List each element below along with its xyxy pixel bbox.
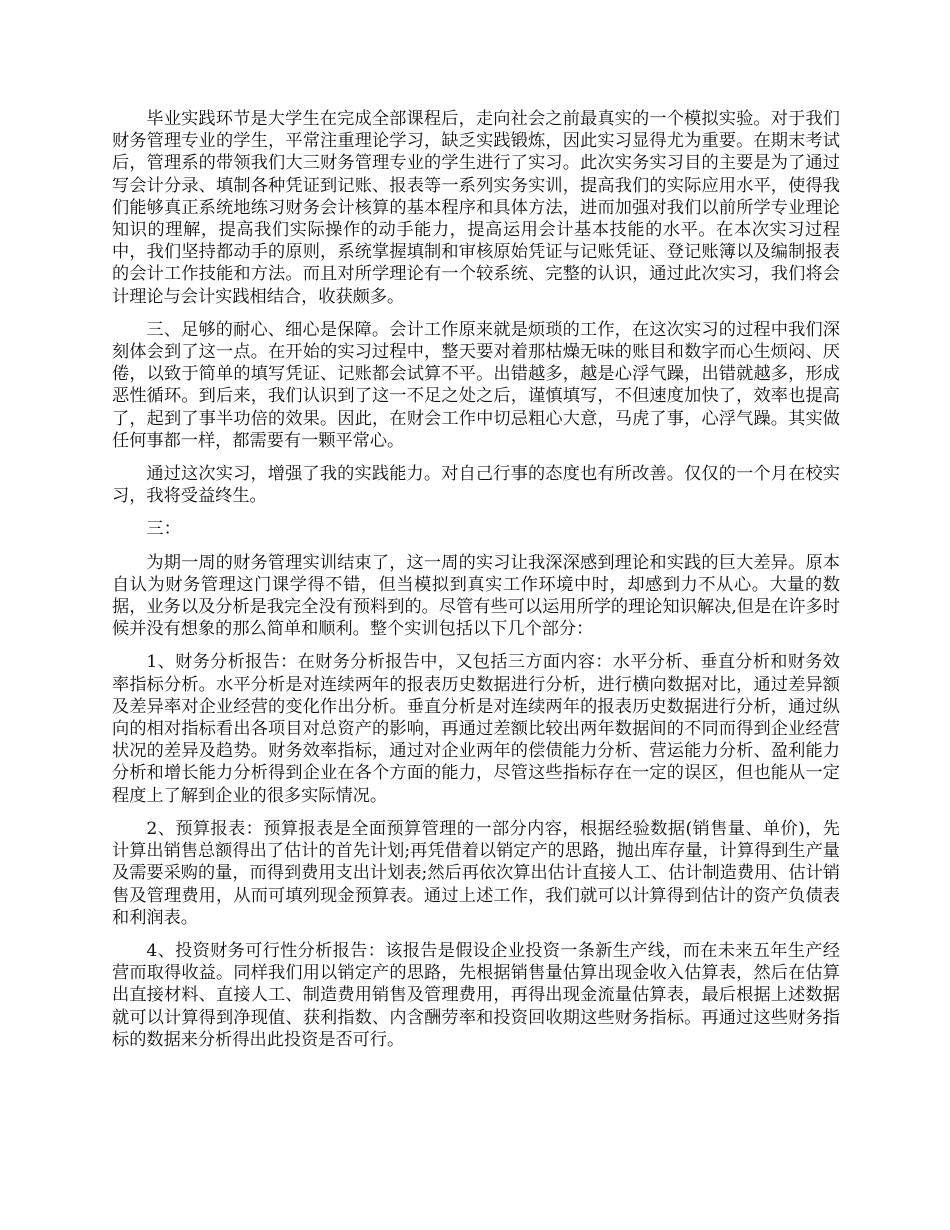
paragraph-training-overview: 为期一周的财务管理实训结束了，这一周的实习让我深深感到理论和实践的巨大差异。原本自认为财务管理这门课学得不错，但当模拟到真实工作环境中时，却感到力不从心。大量的数据，业务以及分析是我完全没有预料到的。尽管有些可以运用所学的理论知识解决,但是在许多时候并没有想象的那么简单和顺利。整个实训包括以下几个部分：: [112, 552, 840, 640]
section-heading-three: 三：: [146, 519, 181, 540]
paragraph-conclusion: 通过这次实习，增强了我的实践能力。对自己行事的态度也有所改善。仅仅的一个月在校实习，我将受益终生。: [112, 464, 840, 507]
paragraph-patience-care: 三、足够的耐心、细心是保障。会计工作原来就是烦琐的工作，在这次实习的过程中我们深刻体会到了这一点。在开始的实习过程中，整天要对着那枯燥无味的账目和数字而心生烦闷、厌倦，以致于简单的填写凭证、记账都会试算不平。出错越多，越是心浮气躁，出错就越多，形成恶性循环。到后来，我们认识到了这一不足之处之后，谨慎填写，不但速度加快了，效率也提高了，起到了事半功倍的效果。因此，在财会工作中切忌粗心大意，马虎了事，心浮气躁。其实做任何事都一样，都需要有一颗平常心。: [112, 319, 840, 451]
paragraph-financial-analysis-report: 1、财务分析报告：在财务分析报告中，又包括三方面内容：水平分析、垂直分析和财务效率指标分析。水平分析是对连续两年的报表历史数据进行分析，进行横向数据对比，通过差异额及差异率对企业经营的变化作出分析。垂直分析是对连续两年的报表历史数据进行分析，通过纵向的相对指标看出各项目对总资产的影响，再通过差额比较出两年数据间的不同而得到企业经营状况的差异及趋势。财务效率指标，通过对企业两年的偿债能力分析、营运能力分析、盈利能力分析和增长能力分析得到企业在各个方面的能力，尽管这些指标存在一定的误区，但也能从一定程度上了解到企业的很多实际情况。: [112, 652, 840, 806]
paragraph-internship-intro: 毕业实践环节是大学生在完成全部课程后，走向社会之前最真实的一个模拟实验。对于我们财务管理专业的学生，平常注重理论学习，缺乏实践锻炼，因此实习显得尤为重要。在期末考试后，管理系的带领我们大三财务管理专业的学生进行了实习。此次实务实习目的主要是为了通过写会计分录、填制各种凭证到记账、报表等一系列实务实训，提高我们的实际应用水平，使得我们能够真正系统地练习财务会计核算的基本程序和具体方法，进而加强对我们以前所学专业理论知识的理解，提高我们实际操作的动手能力，提高运用会计基本技能的水平。在本次实习过程中，我们坚持都动手的原则，系统掌握填制和审核原始凭证与记账凭证、登记账簿以及编制报表的会计工作技能和方法。而且对所学理论有一个较系统、完整的认识，通过此次实习，我们将会计理论与会计实践相结合，收获颇多。: [112, 109, 840, 307]
document-body: [112, 108, 840, 1062]
paragraph-budget-statements: 2、预算报表：预算报表是全面预算管理的一部分内容，根据经验数据(销售量、单价)，先计算出销售总额得出了估计的首先计划;再凭借着以销定产的思路，抛出库存量，计算得到生产量及需要采购的量，而得到费用支出计划表;然后再依次算出估计直接人工、估计制造费用、估计销售及管理费用，从而可填列现金预算表。通过上述工作，我们就可以计算得到估计的资产负债表和利润表。: [112, 818, 840, 928]
paragraph-investment-feasibility: 4、投资财务可行性分析报告：该报告是假设企业投资一条新生产线，而在未来五年生产经营而取得收益。同样我们用以销定产的思路，先根据销售量估算出现金收入估算表，然后在估算出直接材料、直接人工、制造费用销售及管理费用，再得出现金流量估算表，最后根据上述数据就可以计算得到净现值、获利指数、内含酬劳率和投资回收期这些财务指标。再通过这些财务指标的数据来分析得出此投资是否可行。: [112, 940, 840, 1050]
